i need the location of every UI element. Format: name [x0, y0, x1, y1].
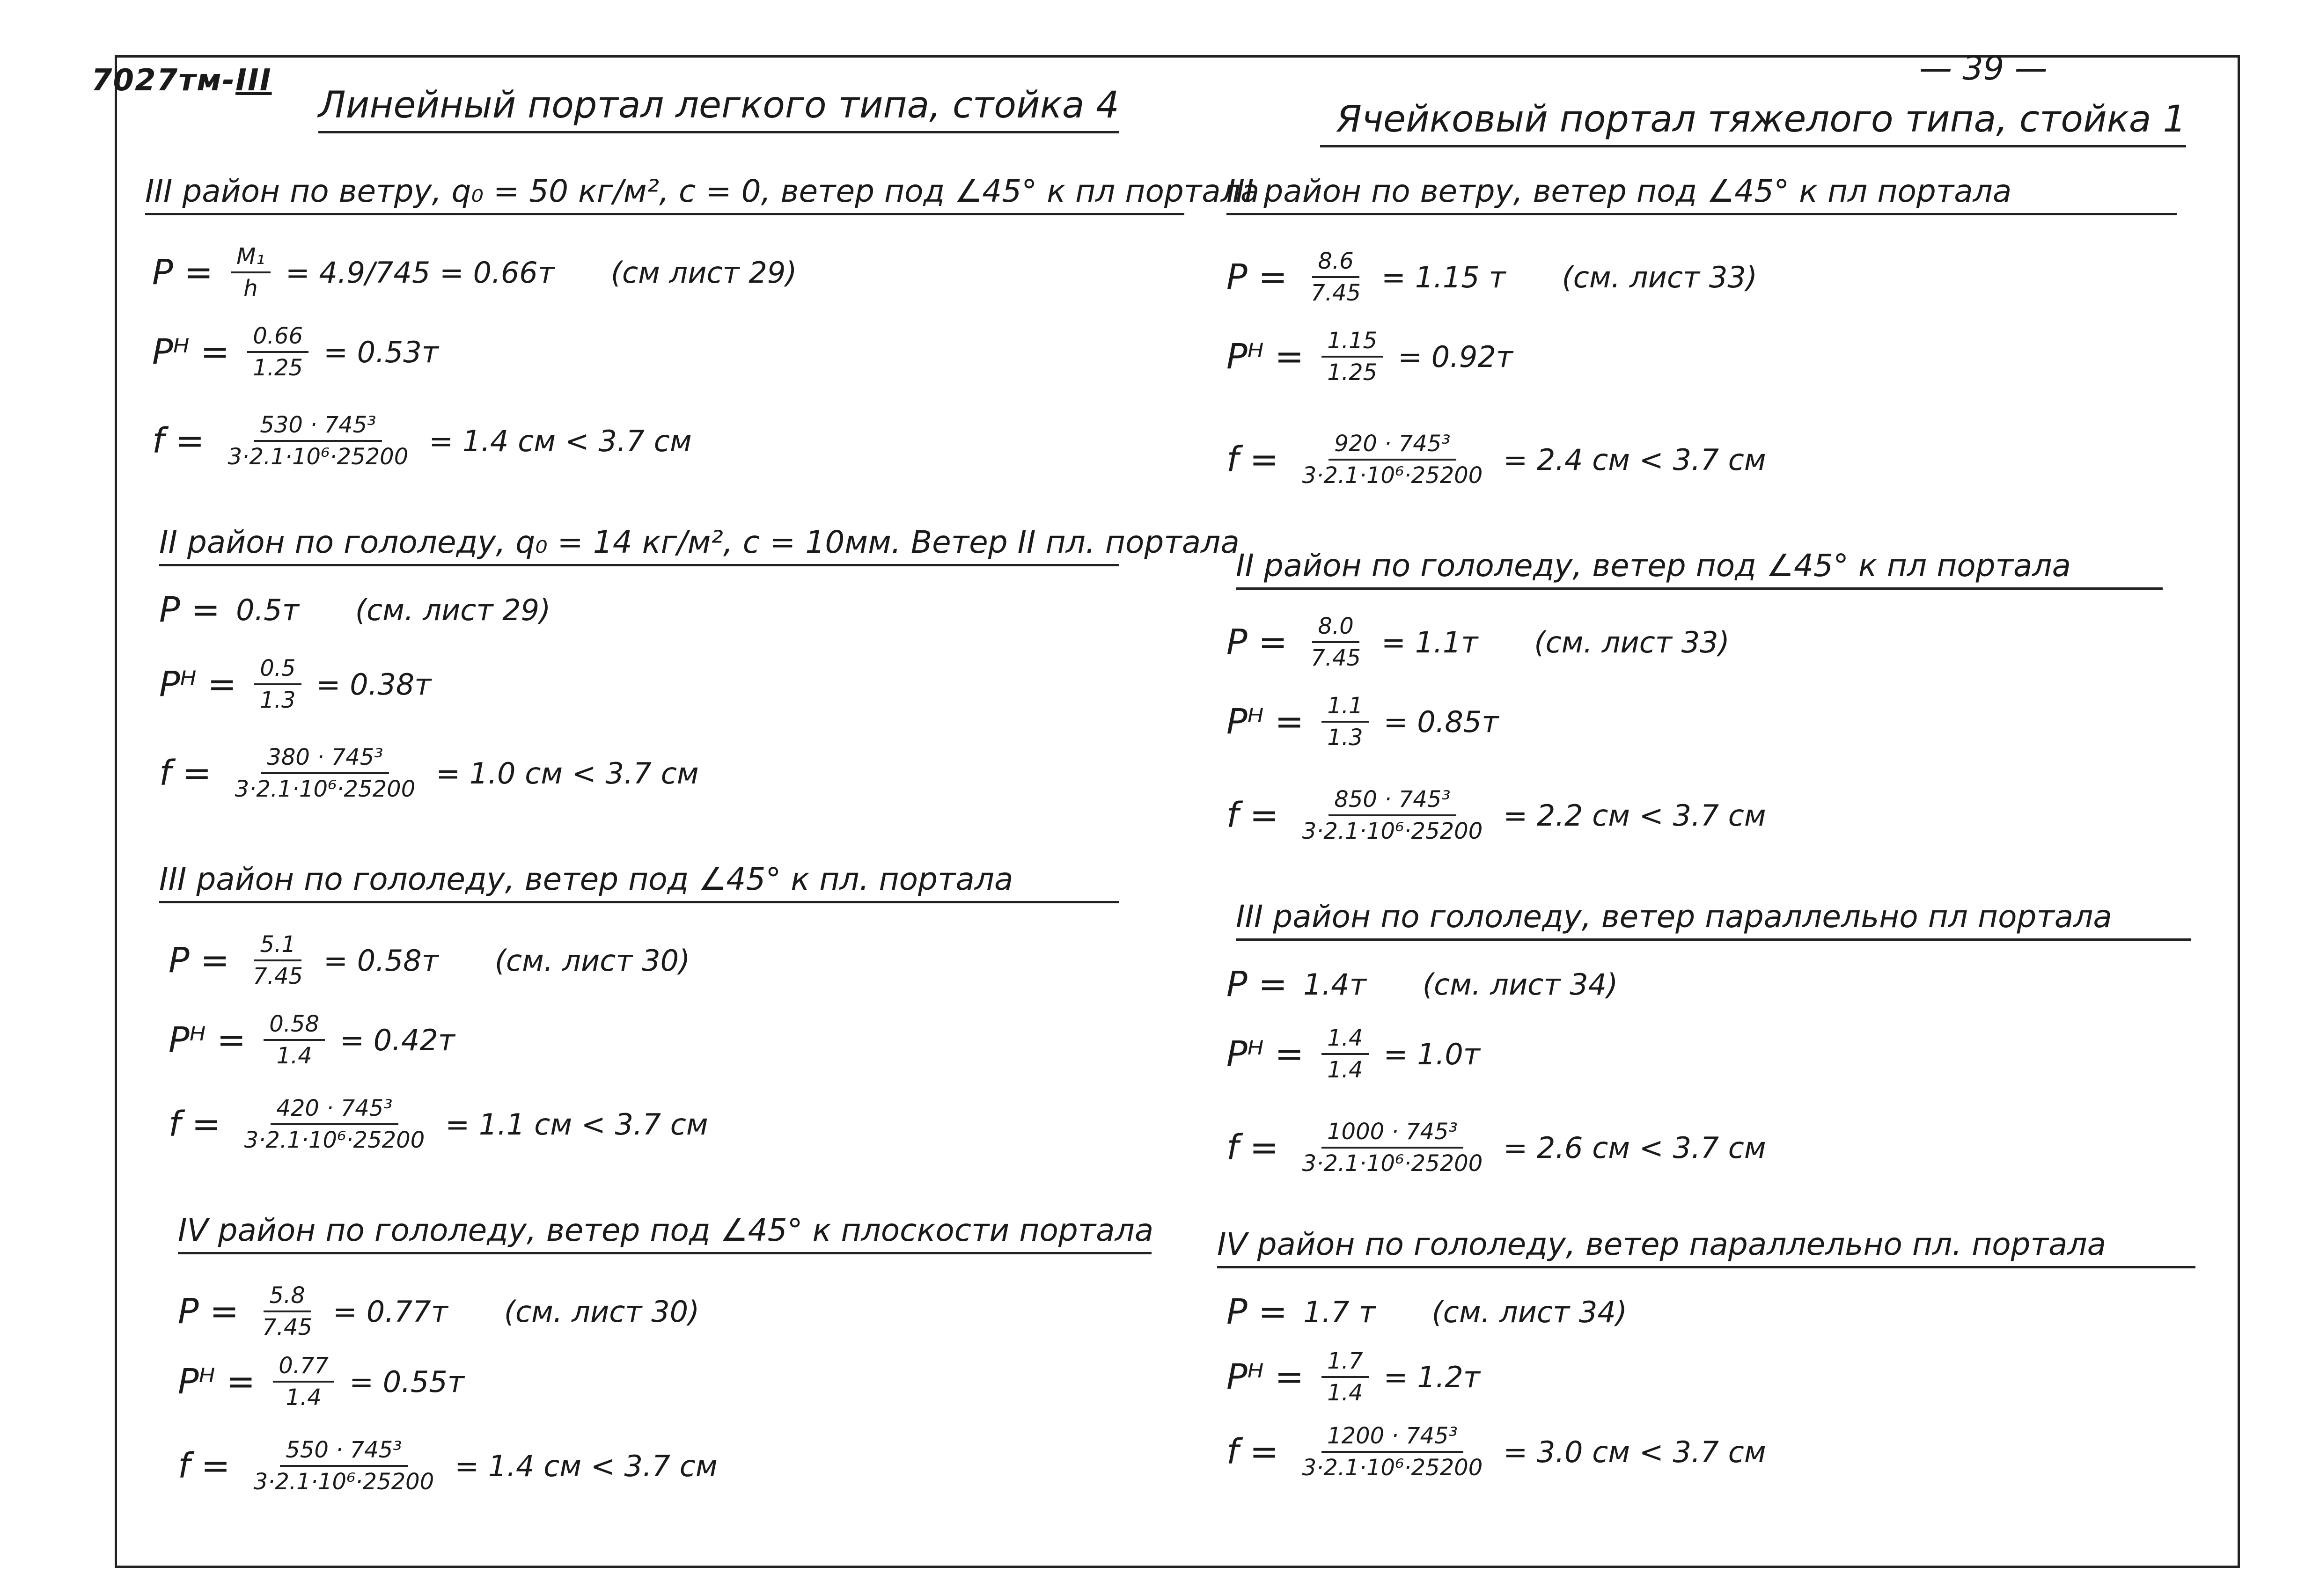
right-s2-pn-num: 1.1: [1321, 693, 1368, 723]
left-s1-p-fraction: [231, 243, 271, 301]
right-s1-pn-equation: [1226, 328, 1513, 386]
left-s2-f-den: 3·2.1·10⁶·25200: [235, 776, 416, 802]
right-s3-f-rhs: = 2.6 см < 3.7 см: [1503, 1130, 1766, 1165]
left-s1-pn-rhs: = 0.53т: [323, 335, 439, 369]
right-s4-f-num: 1200 · 745³: [1321, 1423, 1463, 1453]
left-s1-p-num: M₁: [231, 243, 271, 273]
document-code-main: 7027тм-: [91, 63, 236, 98]
right-s3-f-den: 3·2.1·10⁶·25200: [1302, 1150, 1483, 1177]
right-s4-p-value: 1.7 т: [1303, 1295, 1376, 1329]
left-s3-p-den: 7.45: [253, 963, 303, 989]
right-s4-pn-rhs: = 1.2т: [1383, 1360, 1480, 1394]
left-s3-p-rhs: = 0.58т: [323, 943, 439, 978]
left-s2-pn-num: 0.5: [254, 655, 301, 685]
right-s2-pn-fraction: [1321, 693, 1368, 751]
right-section-2-heading: II район по гололеду, ветер под ∠45° к пл портала: [1236, 548, 2163, 590]
left-s1-f-lhs: f =: [152, 421, 205, 461]
right-section-1-heading: III район по ветру, ветер под ∠45° к пл портала: [1226, 173, 2177, 215]
left-s1-p-den: h: [243, 275, 258, 301]
left-s1-p-ref: (см лист 29): [610, 255, 797, 290]
left-s3-f-lhs: f =: [169, 1104, 221, 1144]
left-s4-p-fraction: [257, 1282, 318, 1340]
right-s1-p-equation: [1226, 248, 1757, 306]
left-s3-pn-rhs: = 0.42т: [340, 1023, 455, 1057]
left-s4-pn-equation: [178, 1353, 464, 1411]
right-s3-pn-rhs: = 1.0т: [1383, 1037, 1480, 1071]
right-s4-p-lhs: P =: [1226, 1292, 1288, 1332]
right-s2-pn-equation: [1226, 693, 1498, 751]
frame-left-border: [115, 56, 117, 1568]
right-s3-f-fraction: [1297, 1119, 1489, 1177]
left-s4-pn-num: 0.77: [273, 1353, 334, 1383]
right-s2-pn-den: 1.3: [1327, 725, 1363, 751]
left-s2-pn-equation: [159, 655, 431, 713]
left-s2-f-rhs: = 1.0 см < 3.7 см: [436, 756, 699, 791]
left-s4-f-equation: [178, 1437, 718, 1495]
right-s4-pn-lhs: Pᴴ =: [1226, 1357, 1304, 1397]
left-s1-pn-fraction: [247, 323, 308, 381]
left-s1-f-fraction: [222, 412, 414, 470]
left-s3-p-ref: (см. лист 30): [494, 943, 690, 978]
left-s4-p-den: 7.45: [262, 1314, 313, 1340]
left-section-3-heading: III район по гололеду, ветер под ∠45° к пл. портала: [159, 861, 1119, 903]
left-s3-pn-den: 1.4: [276, 1043, 312, 1069]
right-s1-p-den: 7.45: [1311, 280, 1361, 306]
left-s3-p-equation: [169, 931, 690, 989]
left-s2-p-equation: [159, 590, 550, 630]
right-s3-p-lhs: P =: [1226, 964, 1288, 1004]
right-s1-p-rhs: = 1.15 т: [1381, 260, 1506, 294]
right-s3-p-equation: [1226, 964, 1618, 1004]
right-s2-p-lhs: P =: [1226, 622, 1288, 662]
left-s3-pn-fraction: [264, 1011, 325, 1069]
left-s2-f-fraction: [229, 744, 421, 802]
left-s1-pn-lhs: Pᴴ =: [152, 332, 230, 372]
right-s3-pn-lhs: Pᴴ =: [1226, 1034, 1304, 1074]
right-s2-p-ref: (см. лист 33): [1534, 625, 1730, 659]
right-s4-f-rhs: = 3.0 см < 3.7 см: [1503, 1435, 1766, 1469]
frame-bottom-border: [115, 1566, 2240, 1568]
left-s3-p-num: 5.1: [254, 931, 301, 961]
left-s4-f-rhs: = 1.4 см < 3.7 см: [455, 1449, 718, 1483]
left-s3-pn-equation: [169, 1011, 455, 1069]
left-s4-p-rhs: = 0.77т: [333, 1294, 448, 1329]
right-s1-f-fraction: [1297, 431, 1489, 489]
left-title: Линейный портал легкого типа, стойка 4: [318, 84, 1119, 133]
document-code: [91, 63, 272, 98]
left-s1-f-den: 3·2.1·10⁶·25200: [228, 444, 409, 470]
right-s3-f-num: 1000 · 745³: [1321, 1119, 1463, 1149]
left-s2-pn-rhs: = 0.38т: [316, 667, 432, 702]
right-s4-pn-fraction: [1321, 1348, 1368, 1406]
left-s2-pn-fraction: [254, 655, 301, 713]
right-s2-f-lhs: f =: [1226, 795, 1279, 835]
left-s4-f-lhs: f =: [178, 1446, 230, 1486]
left-s3-p-lhs: P =: [169, 940, 230, 981]
left-s3-p-fraction: [247, 931, 308, 989]
right-s2-p-rhs: = 1.1т: [1381, 625, 1478, 659]
right-s2-p-den: 7.45: [1311, 645, 1361, 671]
left-s2-f-equation: [159, 744, 699, 802]
right-s1-p-ref: (см. лист 33): [1562, 260, 1757, 294]
right-s3-p-ref: (см. лист 34): [1422, 967, 1618, 1002]
left-s4-p-ref: (см. лист 30): [504, 1294, 700, 1329]
right-s2-f-fraction: [1297, 786, 1489, 844]
left-section-2-heading: II район по гололеду, q₀ = 14 кг/м², с = 10мм. Ветер II пл. портала: [159, 524, 1119, 566]
right-s1-f-lhs: f =: [1226, 439, 1279, 480]
left-s2-p-lhs: P =: [159, 590, 220, 630]
left-s2-pn-den: 1.3: [260, 687, 296, 713]
right-s2-p-fraction: [1305, 613, 1366, 671]
left-s3-f-num: 420 · 745³: [271, 1095, 398, 1125]
right-section-4-heading: IV район по гололеду, ветер параллельно пл. портала: [1217, 1226, 2195, 1268]
right-s3-f-equation: [1226, 1119, 1766, 1177]
right-title: Ячейковый портал тяжелого типа, стойка 1: [1320, 98, 2186, 147]
right-s1-p-fraction: [1305, 248, 1366, 306]
right-section-3-heading: III район по гололеду, ветер параллельно пл портала: [1236, 899, 2191, 941]
right-s4-pn-equation: [1226, 1348, 1480, 1406]
left-s2-f-num: 380 · 745³: [261, 744, 389, 774]
right-s4-pn-num: 1.7: [1321, 1348, 1368, 1378]
right-s2-f-num: 850 · 745³: [1328, 786, 1456, 816]
page-number: — 39 —: [1919, 49, 2048, 88]
left-s4-pn-lhs: Pᴴ =: [178, 1362, 256, 1402]
left-s1-pn-num: 0.66: [247, 323, 308, 353]
left-s1-pn-den: 1.25: [253, 355, 303, 381]
document-code-suffix: III: [235, 63, 272, 98]
left-s3-f-fraction: [239, 1095, 431, 1153]
right-s1-pn-fraction: [1321, 328, 1383, 386]
right-s2-f-equation: [1226, 786, 1766, 844]
right-s4-p-ref: (см. лист 34): [1431, 1295, 1627, 1329]
right-s1-pn-den: 1.25: [1327, 359, 1378, 386]
left-section-4-heading: IV район по гололеду, ветер под ∠45° к плоскости портала: [178, 1212, 1152, 1254]
left-s2-p-ref: (см. лист 29): [355, 593, 551, 627]
right-s4-f-fraction: [1297, 1423, 1489, 1481]
right-s2-p-equation: [1226, 613, 1730, 671]
frame-right-border: [2238, 55, 2240, 1568]
right-s3-pn-fraction: [1321, 1025, 1368, 1083]
right-s2-pn-rhs: = 0.85т: [1383, 704, 1499, 739]
right-s1-p-num: 8.6: [1312, 248, 1359, 278]
left-s3-f-den: 3·2.1·10⁶·25200: [244, 1127, 425, 1153]
left-s2-f-lhs: f =: [159, 753, 212, 793]
right-s3-pn-equation: [1226, 1025, 1480, 1083]
left-s4-p-num: 5.8: [264, 1282, 310, 1312]
left-s1-pn-equation: [152, 323, 439, 381]
left-s1-f-rhs: = 1.4 см < 3.7 см: [429, 424, 692, 458]
right-s2-f-rhs: = 2.2 см < 3.7 см: [1503, 798, 1766, 833]
left-s4-f-den: 3·2.1·10⁶·25200: [253, 1469, 434, 1495]
left-s4-f-num: 550 · 745³: [280, 1437, 407, 1467]
left-s3-f-equation: [169, 1095, 708, 1153]
left-s4-p-equation: [178, 1282, 699, 1340]
left-s4-pn-fraction: [273, 1353, 334, 1411]
left-s2-p-value: 0.5т: [236, 593, 299, 627]
right-s4-p-equation: [1226, 1292, 1627, 1332]
left-s4-pn-den: 1.4: [286, 1384, 322, 1411]
left-s1-p-rhs: = 4.9/745 = 0.66т: [285, 255, 555, 290]
left-s2-pn-lhs: Pᴴ =: [159, 664, 237, 704]
left-s4-pn-rhs: = 0.55т: [349, 1364, 464, 1399]
right-s3-pn-num: 1.4: [1321, 1025, 1368, 1055]
left-s1-p-lhs: P =: [152, 252, 213, 293]
right-s2-p-num: 8.0: [1312, 613, 1359, 643]
left-s1-p-equation: [152, 243, 797, 301]
right-s3-f-lhs: f =: [1226, 1127, 1279, 1168]
right-s3-p-value: 1.4т: [1303, 967, 1366, 1002]
left-section-1-heading: III район по ветру, q₀ = 50 кг/м², с = 0, ветер под ∠45° к пл портала: [145, 173, 1184, 215]
right-s1-f-equation: [1226, 431, 1766, 489]
right-s4-pn-den: 1.4: [1327, 1380, 1363, 1406]
left-s4-p-lhs: P =: [178, 1291, 239, 1332]
left-s3-f-rhs: = 1.1 см < 3.7 см: [445, 1107, 708, 1142]
right-s1-pn-rhs: = 0.92т: [1398, 339, 1513, 374]
right-s3-pn-den: 1.4: [1327, 1057, 1363, 1083]
right-s2-pn-lhs: Pᴴ =: [1226, 702, 1304, 742]
right-s1-pn-num: 1.15: [1321, 328, 1383, 358]
left-s3-pn-num: 0.58: [264, 1011, 325, 1041]
right-s1-p-lhs: P =: [1226, 257, 1288, 297]
right-s4-f-den: 3·2.1·10⁶·25200: [1302, 1455, 1483, 1481]
right-s1-f-num: 920 · 745³: [1328, 431, 1456, 461]
right-s4-f-equation: [1226, 1423, 1766, 1481]
left-s1-f-num: 530 · 745³: [254, 412, 382, 442]
right-s1-f-rhs: = 2.4 см < 3.7 см: [1503, 442, 1766, 477]
left-s1-f-equation: [152, 412, 692, 470]
right-s1-f-den: 3·2.1·10⁶·25200: [1302, 462, 1483, 489]
left-s3-pn-lhs: Pᴴ =: [169, 1020, 246, 1060]
right-s1-pn-lhs: Pᴴ =: [1226, 337, 1304, 377]
right-s2-f-den: 3·2.1·10⁶·25200: [1302, 818, 1483, 844]
right-s4-f-lhs: f =: [1226, 1432, 1279, 1472]
left-s4-f-fraction: [248, 1437, 440, 1495]
